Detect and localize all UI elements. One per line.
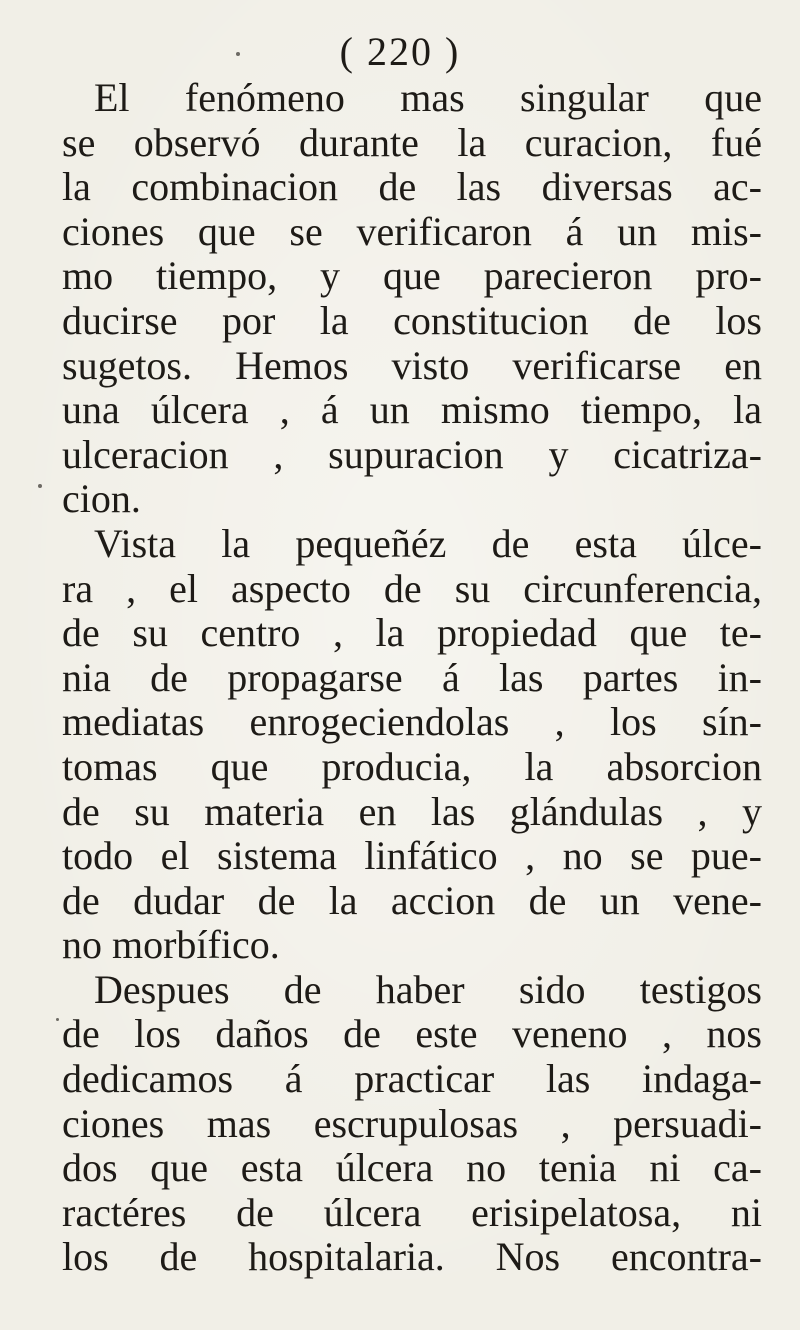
text-line: ulceracion , supuracion y cicatriza- — [62, 431, 762, 477]
text-line: de su materia en las glándulas , y — [62, 788, 762, 834]
text-line: no morbífico. — [62, 922, 280, 968]
ink-speck — [38, 484, 42, 488]
text-line: la combinacion de las diversas ac- — [62, 164, 762, 210]
body-text — [62, 76, 762, 1280]
ink-speck — [236, 52, 240, 56]
text-line: mo tiempo, y que parecieron pro- — [62, 253, 762, 299]
ink-speck — [56, 1018, 59, 1021]
text-line: una úlcera , á un mismo tiempo, la — [62, 387, 762, 433]
text-line: ducirse por la constitucion de los — [62, 297, 762, 343]
text-line: dedicamos á practicar las indaga- — [62, 1056, 762, 1102]
text-line: todo el sistema linfático , no se pue- — [62, 833, 762, 879]
text-line: mediatas enrogeciendolas , los sín- — [62, 699, 762, 745]
text-line: de su centro , la propiedad que te- — [62, 610, 762, 656]
page-number: ( 220 ) — [339, 29, 461, 74]
text-line: ciones que se verificaron á un mis- — [62, 208, 762, 254]
text-line: sugetos. Hemos visto verificarse en — [62, 342, 762, 388]
text-line: de dudar de la accion de un vene- — [62, 877, 762, 923]
text-line: ciones mas escrupulosas , persuadi- — [62, 1100, 762, 1146]
text-line: se observó durante la curacion, fué — [62, 119, 762, 165]
text-line: ra , el aspecto de su circunferencia, — [62, 565, 762, 611]
text-line: de los daños de este veneno , nos — [62, 1011, 762, 1057]
text-line: Despues de haber sido testigos — [94, 966, 762, 1012]
text-line: ractéres de úlcera erisipelatosa, ni — [62, 1189, 762, 1235]
text-line: los de hospitalaria. Nos encontra- — [62, 1234, 762, 1280]
text-line: Vista la pequeñéz de esta úlce- — [94, 520, 762, 566]
text-line: tomas que producia, la absorcion — [62, 743, 762, 789]
text-line: dos que esta úlcera no tenia ni ca- — [62, 1145, 762, 1191]
text-line: nia de propagarse á las partes in- — [62, 654, 762, 700]
text-line: cion. — [62, 476, 141, 522]
text-line: El fenómeno mas singular que — [94, 75, 762, 120]
